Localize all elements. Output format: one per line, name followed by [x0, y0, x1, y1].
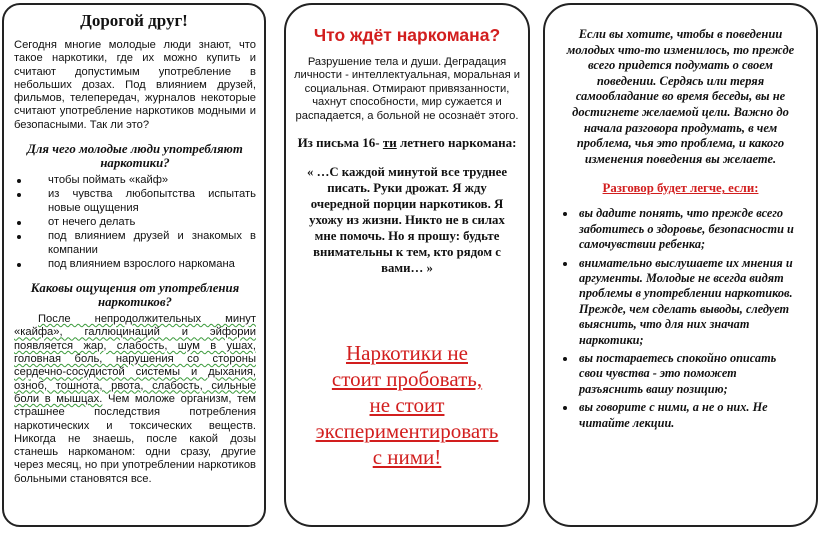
feel-paragraph: [14, 313, 256, 486]
tip-item: вы говорите с ними, а не о них. Не читайте лекции.: [559, 400, 802, 431]
letter-heading: Из письма 16- ти летнего наркомана:: [297, 135, 517, 151]
panel-what-awaits: [284, 3, 530, 527]
warning-slogan: [286, 340, 528, 470]
panel-dear-friend: [2, 3, 266, 527]
warning-line: с ними!: [372, 445, 442, 470]
feel-heading: Каковы ощущения от употребления наркотиков?: [30, 281, 240, 310]
why-list: [14, 174, 256, 271]
why-heading: Для чего молодые люди употребляют наркотики?: [27, 142, 243, 171]
tip-item: вы постараетесь спокойно описать свои чувства - это поможет разъяснить вашу позицию;: [559, 351, 802, 397]
why-item: из чувства любопытства испытать новые ощущения: [14, 188, 256, 215]
panel2-intro: Разрушение тела и души. Деградация личности - интеллектуальная, моральная и социальная. Отмирают привязанности, чахнут способности, мир сужается и распадается, а больной не осознаёт этого.: [294, 56, 520, 122]
why-item: чтобы поймать «кайф»: [14, 174, 256, 187]
panel2-title: Что ждёт наркомана?: [313, 25, 501, 45]
panel-advice-parents: [543, 3, 818, 527]
warning-line: Наркотики не: [345, 341, 468, 366]
panel1-title: Дорогой друг!: [80, 11, 188, 30]
warning-line: стоит пробовать,: [331, 367, 483, 392]
feel-rest-text: Чем моложе организм, тем страшнее последствия потребления наркотических и токсических веществ. Никогда не знаешь, после какой дозы станешь наркоманом: одни сразу, другие через месяц, но при употреблении наркотиков больными становятся все.: [14, 392, 256, 485]
tips-heading: Разговор будет легче, если:: [602, 181, 759, 196]
tip-item: вы дадите понять, что прежде всего заботитесь о здоровье, безопасности и самочувствии ребенка;: [559, 206, 802, 252]
why-item: от нечего делать: [14, 216, 256, 229]
warning-line: не стоит: [369, 393, 445, 418]
panel3-intro: Если вы хотите, чтобы в поведении молодых что-то изменилось, то прежде всего придется подумать о своем поведении. Сердясь или теряя самообладание во время беседы, вы не достигнете желаемой цели. Важно до начала разговора продумать, в чем проблема, чья это проблема, и какого изменения поведения вы желаете.: [566, 27, 795, 166]
why-item: под влиянием друзей и знакомых в компании: [14, 230, 256, 257]
tip-item: внимательно выслушаете их мнения и аргументы. Молодые не всегда видят проблемы в употреблении наркотиков. Прежде, чем сделать выводы, следует выяснить, что для них значат наркотики;: [559, 256, 802, 348]
tips-list: [559, 206, 802, 431]
feel-underlined-text: После непродолжительных минут «кайфа», галлюцинаций и эйфории появляется жар, слабость, шум в ушах, головная боль, нарушения со стороны сердечно-сосудистой системы и дыхания, озноб, тошнота, рвота, слабость, сильные боли в мышцах.: [14, 313, 256, 405]
why-item: под влиянием взрослого наркомана: [14, 258, 256, 271]
letter-quote: « …С каждой минутой все труднее писать. Руки дрожат. Я жду очередной порции наркотиков. Я ухожу из жизни. Никто не в силах мне помочь. Но я прошу: будьте внимательны к тем, кто рядом с вами… »: [306, 165, 508, 276]
panel1-intro: Сегодня многие молодые люди знают, что такое наркотики, где их можно купить и считают допустимым употребление в небольших дозах. Под влиянием друзей, фильмов, телепередач, журналов некоторые считают употребление наркотиков модными и безопасными. Так ли это?: [14, 39, 256, 131]
warning-line: экспериментировать: [315, 419, 499, 444]
